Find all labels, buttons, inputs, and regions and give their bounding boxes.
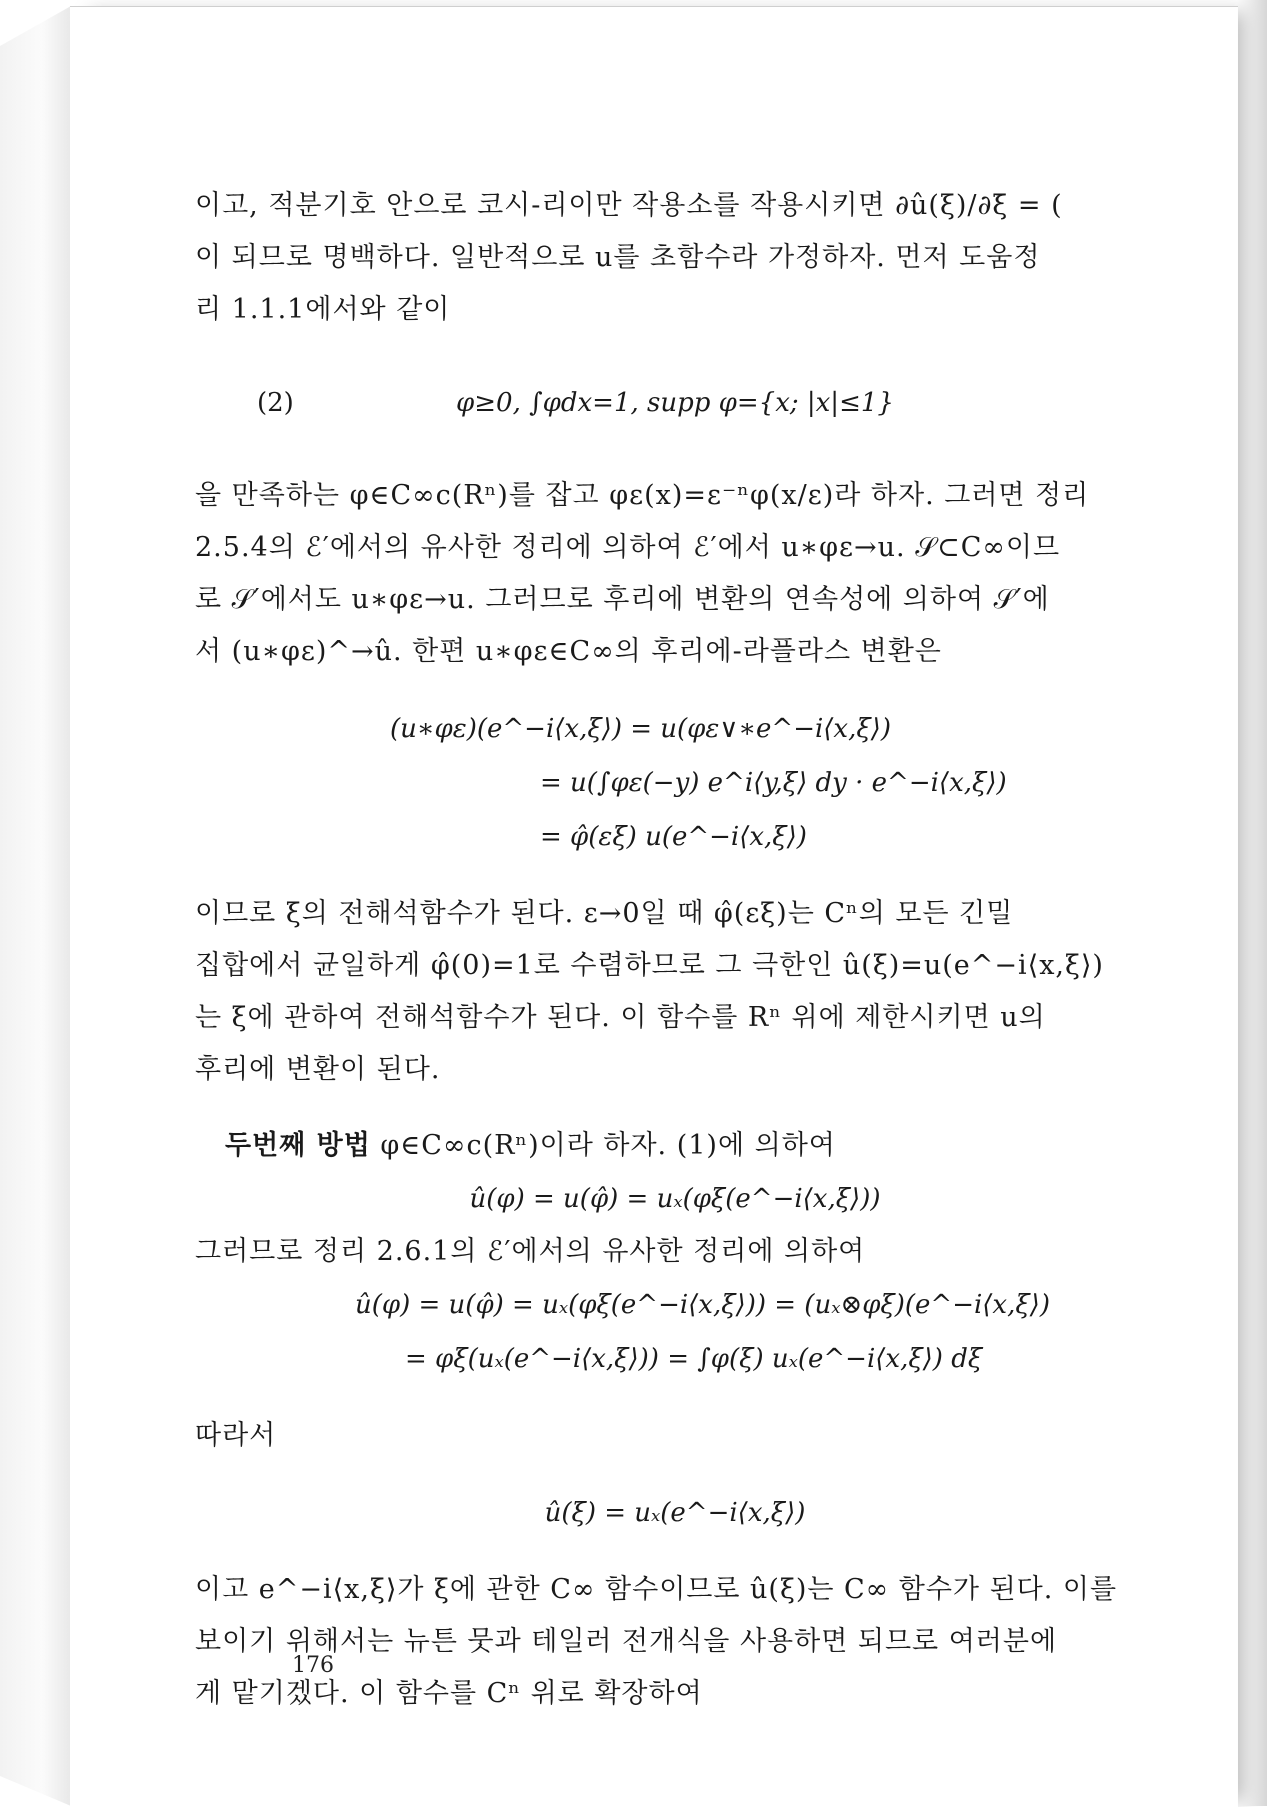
- text-line: 는 ξ에 관하여 전해석함수가 된다. 이 함수를 Rⁿ 위에 제한시키면 u의: [195, 1002, 1046, 1033]
- equation-line: (u∗φε)(e^−i⟨x,ξ⟩) = u(φε∨∗e^−i⟨x,ξ⟩): [390, 714, 891, 744]
- paragraph-4: 그러므로 정리 2.6.1의 ℰ′에서의 유사한 정리에 의하여: [195, 1236, 866, 1267]
- text-line: 리 1.1.1에서와 같이: [195, 294, 451, 325]
- text-line: 이고, 적분기호 안으로 코시-리이만 작용소를 작용시키면 ∂û(ξ)/∂ξ̄ = (: [195, 190, 1063, 221]
- equation-2: [195, 376, 1155, 430]
- equation-single-2: û(ξ) = uₓ(e^−i⟨x,ξ⟩): [544, 1498, 806, 1528]
- page-edge-shadow: [1237, 0, 1267, 1806]
- equation-line: = φξ(uₓ(e^−i⟨x,ξ⟩)) = ∫φ(ξ) uₓ(e^−i⟨x,ξ⟩) dξ: [405, 1344, 983, 1374]
- paragraph-2: [195, 470, 1155, 678]
- text-line: 을 만족하는 φ∈C∞c(Rⁿ)를 잡고 φε(x)=ε⁻ⁿφ(x/ε)라 하자. 그러면 정리: [195, 480, 1090, 511]
- paragraph-1: [195, 180, 1155, 336]
- paragraph-5: 따라서: [195, 1420, 277, 1451]
- equation-block-2: [195, 1278, 1155, 1386]
- text-line: 서 (u∗φε)^→û. 한편 u∗φε∈C∞의 후리에-라플라스 변환은: [195, 636, 942, 667]
- section-heading: 두번째 방법: [225, 1130, 371, 1161]
- text-line: 후리에 변환이 된다.: [195, 1054, 441, 1085]
- text-line: 이므로 ξ의 전해석함수가 된다. ε→0일 때 φ̂(εξ)는 Cⁿ의 모든 긴밀: [195, 898, 1014, 929]
- equation-block-1: [195, 702, 1155, 864]
- text-line: 이 되므로 명백하다. 일반적으로 u를 초함수라 가정하자. 먼저 도움정: [195, 242, 1041, 273]
- equation-line: = u(∫φε(−y) e^i⟨y,ξ⟩ dy · e^−i⟨x,ξ⟩): [540, 768, 1007, 798]
- paragraph-6: [195, 1564, 1155, 1720]
- equation-single-1: û(φ) = u(φ̂) = uₓ(φξ(e^−i⟨x,ξ⟩)): [469, 1184, 881, 1214]
- text-line: 이고 e^−i⟨x,ξ⟩가 ξ에 관한 C∞ 함수이므로 û(ξ)는 C∞ 함수가 된다. 이를: [195, 1574, 1118, 1605]
- equation-line: û(φ) = u(φ̂) = uₓ(φξ(e^−i⟨x,ξ⟩)) = (uₓ⊗φξ)(e^−i⟨x,ξ⟩): [355, 1290, 1050, 1320]
- book-spine: [0, 6, 71, 1806]
- text-line: 로 𝒮′에서도 u∗φε→u. 그러므로 후리에 변환의 연속성에 의하여 𝒮′에: [195, 584, 1050, 615]
- equation-number: (2): [257, 388, 294, 418]
- page-content: [195, 180, 1155, 1720]
- second-method-line: [195, 1120, 1155, 1172]
- paragraph-3: [195, 888, 1155, 1096]
- text-line: 집합에서 균일하게 φ̂(0)=1로 수렴하므로 그 극한인 û(ξ)=u(e^−i⟨x,ξ⟩): [195, 950, 1104, 981]
- equation-formula: φ≥0, ∫φdx=1, supp φ={x; |x|≤1}: [456, 388, 894, 418]
- equation-line: = φ̂(εξ) u(e^−i⟨x,ξ⟩): [540, 822, 807, 852]
- text-line: 보이기 위해서는 뉴튼 뭇과 테일러 전개식을 사용하면 되므로 여러분에: [195, 1626, 1058, 1657]
- page-number: 176: [292, 1653, 334, 1678]
- section-text: φ∈C∞c(Rⁿ)이라 하자. (1)에 의하여: [380, 1130, 836, 1161]
- text-line: 게 맡기겠다. 이 함수를 Cⁿ 위로 확장하여: [195, 1678, 703, 1709]
- text-line: 2.5.4의 ℰ′에서의 유사한 정리에 의하여 ℰ′에서 u∗φε→u. 𝒮⊂C∞이므: [195, 532, 1061, 563]
